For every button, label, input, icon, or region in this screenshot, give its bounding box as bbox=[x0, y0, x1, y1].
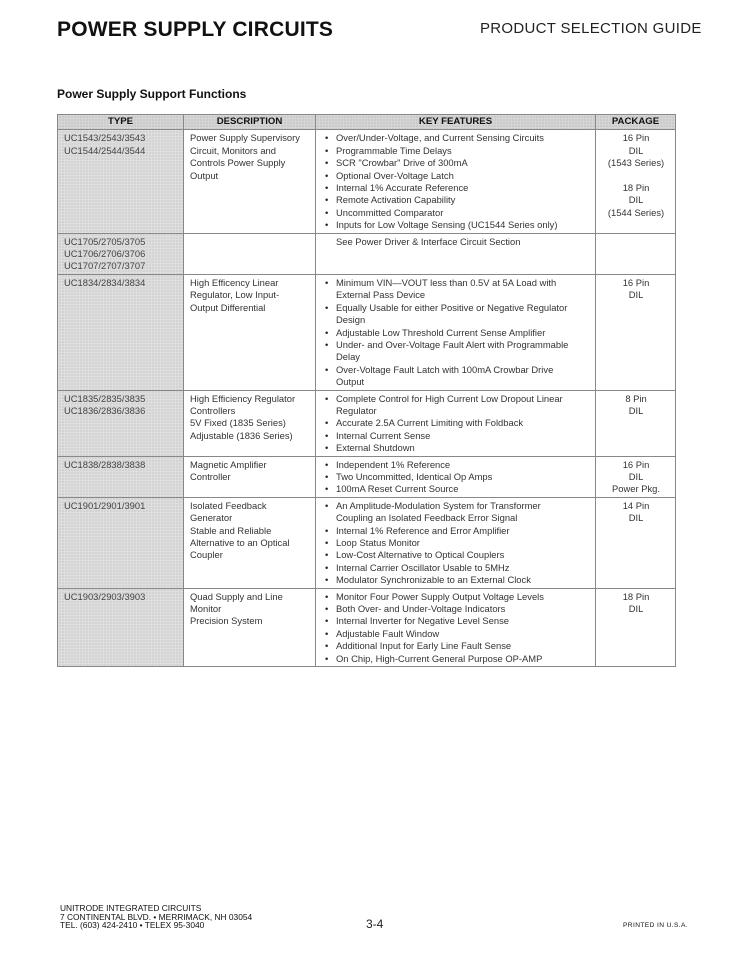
description-cell bbox=[184, 233, 316, 274]
package-line: 18 Pin bbox=[622, 182, 650, 194]
column-header-type: TYPE bbox=[58, 115, 184, 130]
feature-line: • Equally Usable for either Positive or Negative Regulator bbox=[336, 301, 568, 313]
feature-line: • An Amplitude-Modulation System for Transformer bbox=[336, 499, 541, 511]
part-number: UC1901/2901/3901 bbox=[64, 499, 146, 511]
feature-item bbox=[322, 525, 590, 537]
package-line: DIL bbox=[628, 470, 644, 482]
package-line: 18 Pin bbox=[622, 590, 650, 602]
feature-item bbox=[322, 430, 590, 442]
feature-item: • Two Uncommitted, Identical Op Amps bbox=[322, 471, 590, 483]
description-line: Magnetic Amplifier bbox=[190, 458, 267, 470]
feature-line: Regulator bbox=[336, 404, 377, 416]
feature-item: • On Chip, High-Current General Purpose OP-AMP bbox=[322, 653, 590, 665]
description-cell bbox=[184, 130, 316, 233]
package-cell bbox=[596, 456, 676, 497]
description-line: Generator bbox=[190, 512, 233, 524]
package-line: 16 Pin bbox=[622, 132, 650, 144]
package-line: DIL bbox=[628, 289, 644, 301]
table-row bbox=[58, 456, 676, 497]
column-header-package: PACKAGE bbox=[596, 115, 676, 130]
package-cell bbox=[596, 274, 676, 390]
feature-item bbox=[322, 500, 590, 525]
description-line: Quad Supply and Line bbox=[190, 590, 283, 602]
feature-item: • Inputs for Low Voltage Sensing (UC1544 Series only) bbox=[322, 219, 590, 231]
column-header-description: DESCRIPTION bbox=[184, 115, 316, 130]
column-header-key-features: KEY FEATURES bbox=[316, 115, 596, 130]
description-line: Output Differential bbox=[190, 301, 266, 313]
table-row bbox=[58, 390, 676, 456]
type-cell bbox=[58, 588, 184, 666]
description-line: Controls Power Supply bbox=[190, 157, 286, 169]
package-cell bbox=[596, 390, 676, 456]
feature-line: External Pass Device bbox=[336, 289, 426, 301]
feature-item: • Programmable Time Delays bbox=[322, 145, 590, 157]
package-line: Power Pkg. bbox=[612, 483, 660, 495]
feature-item: • Over/Under-Voltage, and Current Sensing Circuits bbox=[322, 132, 590, 144]
package-line: 16 Pin bbox=[622, 458, 650, 470]
part-number: UC1903/2903/3903 bbox=[64, 590, 146, 602]
features-cell bbox=[316, 456, 596, 497]
part-number: UC1705/2705/3705 bbox=[64, 235, 146, 247]
feature-line: • Adjustable Low Threshold Current Sense Amplifier bbox=[336, 326, 546, 338]
package-line: DIL bbox=[628, 194, 644, 206]
type-cell bbox=[58, 390, 184, 456]
type-cell bbox=[58, 497, 184, 588]
features-cell bbox=[316, 497, 596, 588]
package-line: 8 Pin bbox=[625, 392, 647, 404]
package-cell bbox=[596, 497, 676, 588]
feature-item: • Uncommitted Comparator bbox=[322, 207, 590, 219]
feature-item bbox=[322, 562, 590, 574]
package-spacer bbox=[602, 170, 670, 182]
feature-item bbox=[322, 549, 590, 561]
part-number: UC1836/2836/3836 bbox=[64, 404, 146, 416]
feature-item bbox=[322, 442, 590, 454]
feature-item: • Monitor Four Power Supply Output Voltage Levels bbox=[322, 591, 590, 603]
guide-title: PRODUCT SELECTION GUIDE bbox=[480, 20, 702, 37]
footer-phone: TEL. (603) 424-2410 • TELEX 95-3040 bbox=[60, 920, 205, 931]
description-cell bbox=[184, 274, 316, 390]
description-line: Precision System bbox=[190, 615, 263, 627]
description-line: Isolated Feedback bbox=[190, 499, 267, 511]
description-cell bbox=[184, 497, 316, 588]
part-number: UC1834/2834/3834 bbox=[64, 276, 146, 288]
package-line: DIL bbox=[628, 144, 644, 156]
page-title: POWER SUPPLY CIRCUITS bbox=[57, 18, 334, 41]
feature-line: • Accurate 2.5A Current Limiting with Foldback bbox=[336, 417, 524, 429]
package-line: 14 Pin bbox=[622, 499, 650, 511]
page-number: 3-4 bbox=[366, 917, 384, 931]
part-number: UC1835/2835/3835 bbox=[64, 392, 146, 404]
footer-company: UNITRODE INTEGRATED CIRCUITS bbox=[60, 903, 202, 913]
type-cell bbox=[58, 456, 184, 497]
table-row bbox=[58, 233, 676, 274]
features-cell bbox=[316, 390, 596, 456]
package-line: DIL bbox=[628, 512, 644, 524]
feature-line: Coupling an Isolated Feedback Error Signal bbox=[336, 512, 518, 524]
feature-line: • Internal 1% Reference and Error Amplifier bbox=[336, 524, 510, 536]
product-selection-table bbox=[57, 114, 676, 667]
footer-street: 7 CONTINENTAL BLVD. • MERRIMACK, NH 03054 bbox=[60, 911, 253, 922]
feature-item: • Internal Inverter for Negative Level Sense bbox=[322, 615, 590, 627]
feature-item: • Additional Input for Early Line Fault Sense bbox=[322, 640, 590, 652]
description-line: Circuit, Monitors and bbox=[190, 144, 276, 156]
footer-address bbox=[60, 904, 252, 930]
description-line: Stable and Reliable bbox=[190, 524, 272, 536]
table-row bbox=[58, 497, 676, 588]
feature-item: • Remote Activation Capability bbox=[322, 194, 590, 206]
table-header-row bbox=[58, 115, 676, 130]
feature-item bbox=[322, 302, 590, 327]
printed-notice: PRINTED IN U.S.A. bbox=[623, 922, 689, 929]
feature-line: • Modulator Synchronizable to an External Clock bbox=[336, 574, 531, 586]
part-number: UC1838/2838/3838 bbox=[64, 458, 146, 470]
features-cell bbox=[316, 588, 596, 666]
package-line: (1544 Series) bbox=[607, 206, 665, 218]
feature-item bbox=[322, 327, 590, 339]
part-number: UC1543/2543/3543 bbox=[64, 132, 146, 144]
description-line: Alternative to an Optical bbox=[190, 537, 290, 548]
description-line: Controller bbox=[190, 470, 231, 482]
feature-line: • Internal Current Sense bbox=[336, 429, 431, 441]
part-number: UC1544/2544/3544 bbox=[64, 144, 146, 156]
feature-item: • Adjustable Fault Window bbox=[322, 628, 590, 640]
package-cell bbox=[596, 588, 676, 666]
feature-item bbox=[322, 364, 590, 389]
feature-item: • Both Over- and Under-Voltage Indicators bbox=[322, 603, 590, 615]
feature-item bbox=[322, 417, 590, 429]
description-line: Coupler bbox=[190, 549, 223, 561]
feature-line: • Over-Voltage Fault Latch with 100mA Crowbar Drive bbox=[336, 363, 554, 375]
description-line: High Efficiency Regulator bbox=[190, 392, 296, 404]
feature-line: • Under- and Over-Voltage Fault Alert with Programmable bbox=[336, 338, 569, 350]
description-line: Output bbox=[190, 169, 219, 181]
feature-item bbox=[322, 574, 590, 586]
feature-item bbox=[322, 393, 590, 418]
description-line: Monitor bbox=[190, 603, 222, 615]
description-line: 5V Fixed (1835 Series) bbox=[190, 417, 286, 429]
package-line: DIL bbox=[628, 404, 644, 416]
features-cell bbox=[316, 233, 596, 274]
description-cell bbox=[184, 390, 316, 456]
section-title: Power Supply Support Functions bbox=[57, 87, 247, 101]
package-line: 16 Pin bbox=[622, 276, 650, 288]
table-row bbox=[58, 130, 676, 233]
package-line: DIL bbox=[628, 603, 644, 615]
feature-line: • Minimum VIN—VOUT less than 0.5V at 5A Load with bbox=[336, 276, 557, 288]
features-cell bbox=[316, 130, 596, 233]
feature-item: • SCR "Crowbar" Drive of 300mA bbox=[322, 157, 590, 169]
description-line: Controllers bbox=[190, 404, 236, 416]
type-cell bbox=[58, 274, 184, 390]
package-line: (1543 Series) bbox=[607, 157, 665, 169]
feature-line: • External Shutdown bbox=[336, 442, 415, 454]
feature-item: • Independent 1% Reference bbox=[322, 459, 590, 471]
feature-item: • Internal 1% Accurate Reference bbox=[322, 182, 590, 194]
feature-line: Delay bbox=[336, 351, 360, 363]
type-cell bbox=[58, 233, 184, 274]
feature-line: • Loop Status Monitor bbox=[336, 537, 420, 548]
description-line: Power Supply Supervisory bbox=[190, 132, 300, 144]
feature-item: • 100mA Reset Current Source bbox=[322, 483, 590, 495]
feature-line: • Complete Control for High Current Low Dropout Linear bbox=[336, 392, 563, 404]
feature-item bbox=[322, 339, 590, 364]
feature-line: • Low-Cost Alternative to Optical Couplers bbox=[336, 549, 505, 561]
feature-line: Design bbox=[336, 314, 366, 326]
table-row bbox=[58, 588, 676, 666]
description-line: Regulator, Low Input- bbox=[190, 289, 280, 301]
package-cell bbox=[596, 130, 676, 233]
cross-reference-note: See Power Driver & Interface Circuit Section bbox=[336, 235, 521, 247]
feature-item: • Optional Over-Voltage Latch bbox=[322, 170, 590, 182]
table-row bbox=[58, 274, 676, 390]
feature-line: • Internal Carrier Oscillator Usable to 5MHz bbox=[336, 561, 510, 573]
type-cell bbox=[58, 130, 184, 233]
part-number: UC1707/2707/3707 bbox=[64, 260, 146, 272]
features-cell bbox=[316, 274, 596, 390]
package-cell bbox=[596, 233, 676, 274]
description-line: Adjustable (1836 Series) bbox=[190, 429, 293, 441]
feature-item bbox=[322, 277, 590, 302]
description-cell bbox=[184, 456, 316, 497]
description-line: High Efficency Linear bbox=[190, 276, 279, 288]
description-cell bbox=[184, 588, 316, 666]
feature-line: Output bbox=[336, 376, 365, 388]
part-number: UC1706/2706/3706 bbox=[64, 248, 146, 260]
feature-item bbox=[322, 537, 590, 549]
